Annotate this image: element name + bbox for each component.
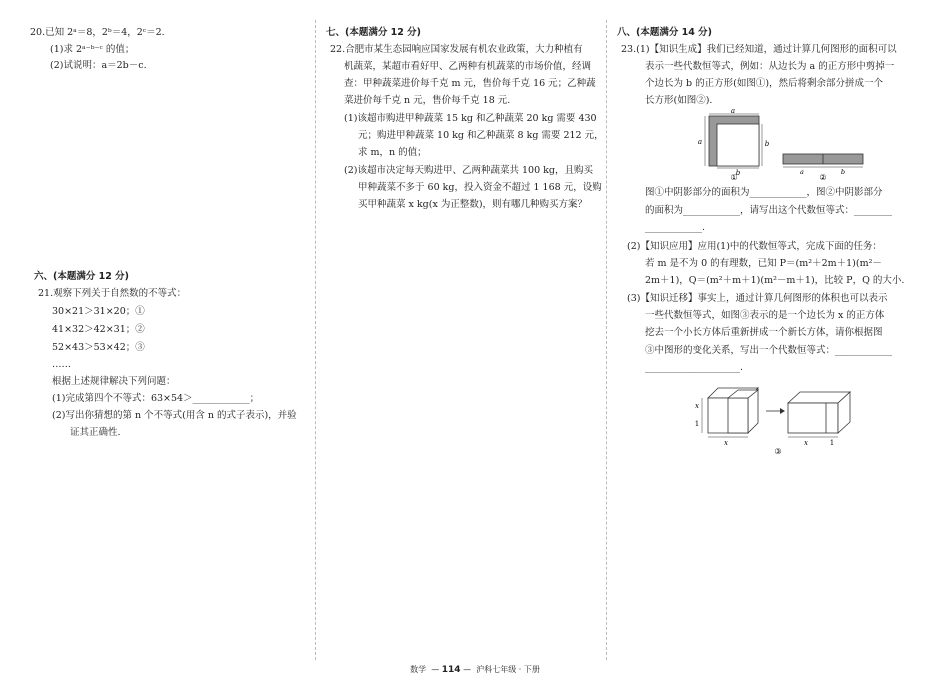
q22-part2-line: (2)该超市决定每天购进甲、乙两种蔬菜共 100 kg，且购买 — [344, 165, 593, 176]
column-divider — [315, 20, 316, 660]
q22-part1-line: 元；购进甲种蔬菜 10 kg 和乙种蔬菜 8 kg 需要 212 元， — [358, 130, 604, 141]
q23-line: 长方形(如图②). — [645, 95, 713, 106]
q23-part3-line: 挖去一个小长方体后重新拼成一个新长方体，请你根据图 — [645, 327, 883, 338]
q21-lead: 根据上述规律解决下列问题： — [52, 376, 176, 387]
page-number: 114 — [441, 665, 461, 675]
q22-line: 查：甲种蔬菜进价每千克 m 元，售价每千克 16 元；乙种蔬 — [344, 78, 596, 89]
fig1-label-a-top: a — [730, 108, 736, 115]
q23-part2-line: (2)【知识应用】应用(1)中的代数恒等式，完成下面的任务： — [627, 241, 882, 252]
q23-fill-line: 图①中阴影部分的面积为____________，图②中阴影部分 — [645, 187, 883, 198]
fig3-label-x-bottom: x — [724, 439, 728, 447]
fig3-label-1-left: 1 — [694, 420, 700, 428]
q21-inequality-2: 41×32＞42×31；② — [52, 324, 145, 335]
q23-part3-line: (3)【知识迁移】事实上，通过计算几何图形的体积也可以表示 — [627, 293, 888, 304]
q23-fill-line: 的面积为____________，请写出这个代数恒等式：________ — [645, 205, 893, 216]
q23-part3-line: ③中图形的变化关系，写出一个代数恒等式：____________ — [645, 345, 893, 356]
q21-stem: 21.观察下列关于自然数的不等式： — [38, 288, 187, 299]
q23-part3-line: 一些代数恒等式，如图③表示的是一个边长为 x 的正方体 — [645, 310, 885, 321]
figure-1-2-squares — [688, 108, 878, 180]
q21-inequality-1: 30×21＞31×20；① — [52, 306, 145, 317]
fig3-label-x-left: x — [695, 402, 699, 410]
q22-line: 菜进价每千克 n 元，售价每千克 18 元. — [344, 95, 511, 106]
q22-line: 22.合肥市某生态园响应国家发展有机农业政策，大力种植有 — [330, 44, 583, 55]
footer-subject: 数学 — [410, 665, 427, 674]
page-footer: 数学 — 114 — 沪科七年级 · 下册 — [410, 665, 540, 675]
q23-part2-line: 若 m 是不为 0 的有理数，已知 P＝(m²＋2m＋1)(m²－ — [645, 258, 882, 269]
fig1-label-a-left: a — [697, 138, 703, 146]
footer-book: 沪科七年级 · 下册 — [476, 665, 540, 674]
column-divider — [606, 20, 607, 660]
q20-part1: (1)求 2ᵃ⁻ᵇ⁻ᶜ 的值； — [50, 44, 135, 55]
q23-line: 表示一些代数恒等式，例如：从边长为 a 的正方形中剪掉一 — [645, 61, 895, 72]
q22-part1-line: (1)该超市购进甲种蔬菜 15 kg 和乙种蔬菜 20 kg 需要 430 — [344, 113, 597, 124]
q21-part2-line1: (2)写出你猜想的第 n 个不等式(用含 n 的式子表示)，并验 — [52, 410, 297, 421]
q23-line: 个边长为 b 的正方形(如图①)，然后将剩余部分拼成一个 — [645, 78, 884, 89]
q23-fill-line: ____________. — [645, 222, 706, 233]
q21-ellipsis: …… — [52, 359, 71, 370]
fig1-label-b-bottom: b — [735, 169, 741, 177]
fig3-label-x-right: x — [804, 439, 808, 447]
section-6-title: 六、(本题满分 12 分) — [34, 271, 130, 282]
figure-2-label: ② — [819, 173, 827, 180]
q20-part2: (2)试说明：a＝2b－c. — [50, 60, 147, 71]
fig2-label-b: b — [840, 168, 846, 176]
q23-part2-line: 2m＋1)，Q＝(m²＋m＋1)(m²－m＋1)，比较 P，Q 的大小. — [645, 275, 905, 286]
q22-part2-line: 买甲种蔬菜 x kg(x 为正整数)，则有哪几种购买方案？ — [358, 199, 588, 210]
section-7-title: 七、(本题满分 12 分) — [326, 27, 422, 38]
q23-part3-line: ____________________. — [645, 362, 744, 373]
fig2-label-a: a — [800, 168, 804, 176]
fig3-label-1-right: 1 — [829, 439, 835, 447]
fig1-small-square — [717, 124, 759, 166]
section-8-title: 八、(本题满分 14 分) — [617, 27, 713, 38]
q22-part1-line: 求 m，n 的值； — [358, 147, 427, 158]
q22-part2-line: 甲种蔬菜不多于 60 kg，投入资金不超过 1 168 元，设购 — [358, 182, 602, 193]
q21-part2-line2: 证其正确性. — [70, 427, 121, 438]
figure-3-label: ③ — [774, 447, 782, 456]
q23-line: 23.(1)【知识生成】我们已经知道，通过计算几何图形的面积可以 — [621, 44, 897, 55]
figure-3-cubes — [688, 378, 878, 456]
q21-inequality-3: 52×43＞53×42；③ — [52, 342, 145, 353]
fig1-label-b-right: b — [764, 140, 770, 148]
q20-stem: 20.已知 2ᵃ＝8，2ᵇ＝4，2ᶜ＝2. — [30, 27, 165, 38]
q22-line: 机蔬菜，某超市看好甲、乙两种有机蔬菜的市场价值，经调 — [344, 61, 592, 72]
q21-part1: (1)完成第四个不等式：63×54＞____________； — [52, 393, 260, 404]
figure-1-label: ① — [730, 173, 738, 180]
